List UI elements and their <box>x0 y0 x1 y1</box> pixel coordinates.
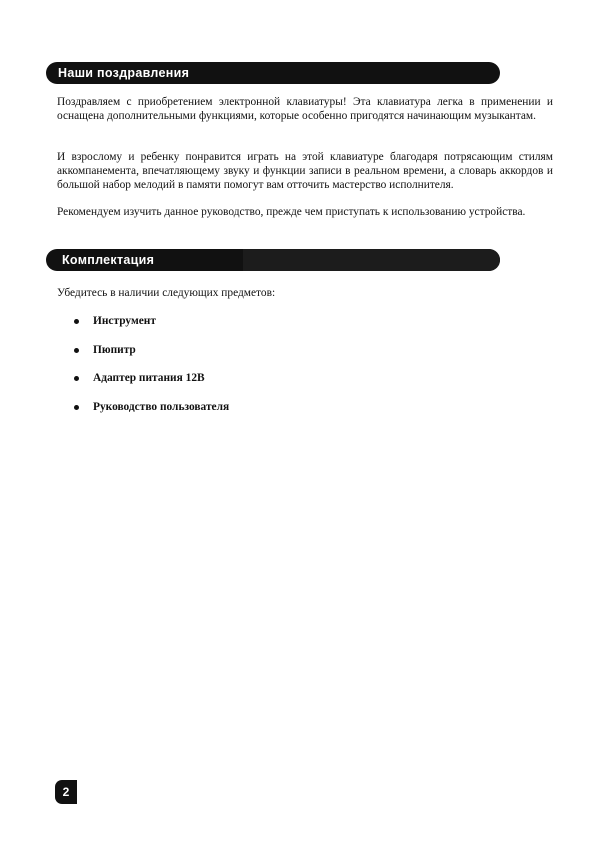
list-item <box>74 371 229 400</box>
list-item-label: Пюпитр <box>93 343 136 356</box>
section-header-congratulations <box>46 62 500 84</box>
section-title: Наши поздравления <box>58 66 190 80</box>
bullet-icon <box>74 348 79 353</box>
package-contents-list <box>74 314 229 428</box>
section-header-package-contents <box>46 249 500 271</box>
list-item <box>74 400 229 429</box>
bullet-icon <box>74 376 79 381</box>
paragraph-intro: Поздравляем с приобретением электронной клавиатуры! Эта клавиатура легка в применении и оснащена дополнительными функциями, которые особенно пригодятся начинающим музыкантам. <box>57 96 553 122</box>
list-item-label: Руководство пользователя <box>93 400 230 413</box>
package-contents-intro: Убедитесь в наличии следующих предметов: <box>57 287 276 299</box>
list-item-label: Инструмент <box>93 315 156 327</box>
list-item <box>74 343 229 372</box>
list-item-label: Адаптер питания 12В <box>93 372 205 384</box>
paragraph-features: И взрослому и ребенку понравится играть на этой клавиатуре благодаря потрясающим стилям аккомпанемента, впечатляющему звуку и функции записи в реальном времени, а словарь аккордов и большой набор мелодий в памяти помогут вам отточить мастерство исполнителя. <box>57 151 553 191</box>
section-bar-accent <box>243 249 500 271</box>
list-item <box>74 314 229 343</box>
bullet-icon <box>74 405 79 410</box>
bullet-icon <box>74 319 79 324</box>
paragraph-recommendation: Рекомендуем изучить данное руководство, прежде чем приступать к использованию устройства. <box>57 206 526 218</box>
page-number: 2 <box>55 780 77 804</box>
section-title: Комплектация <box>62 253 155 267</box>
